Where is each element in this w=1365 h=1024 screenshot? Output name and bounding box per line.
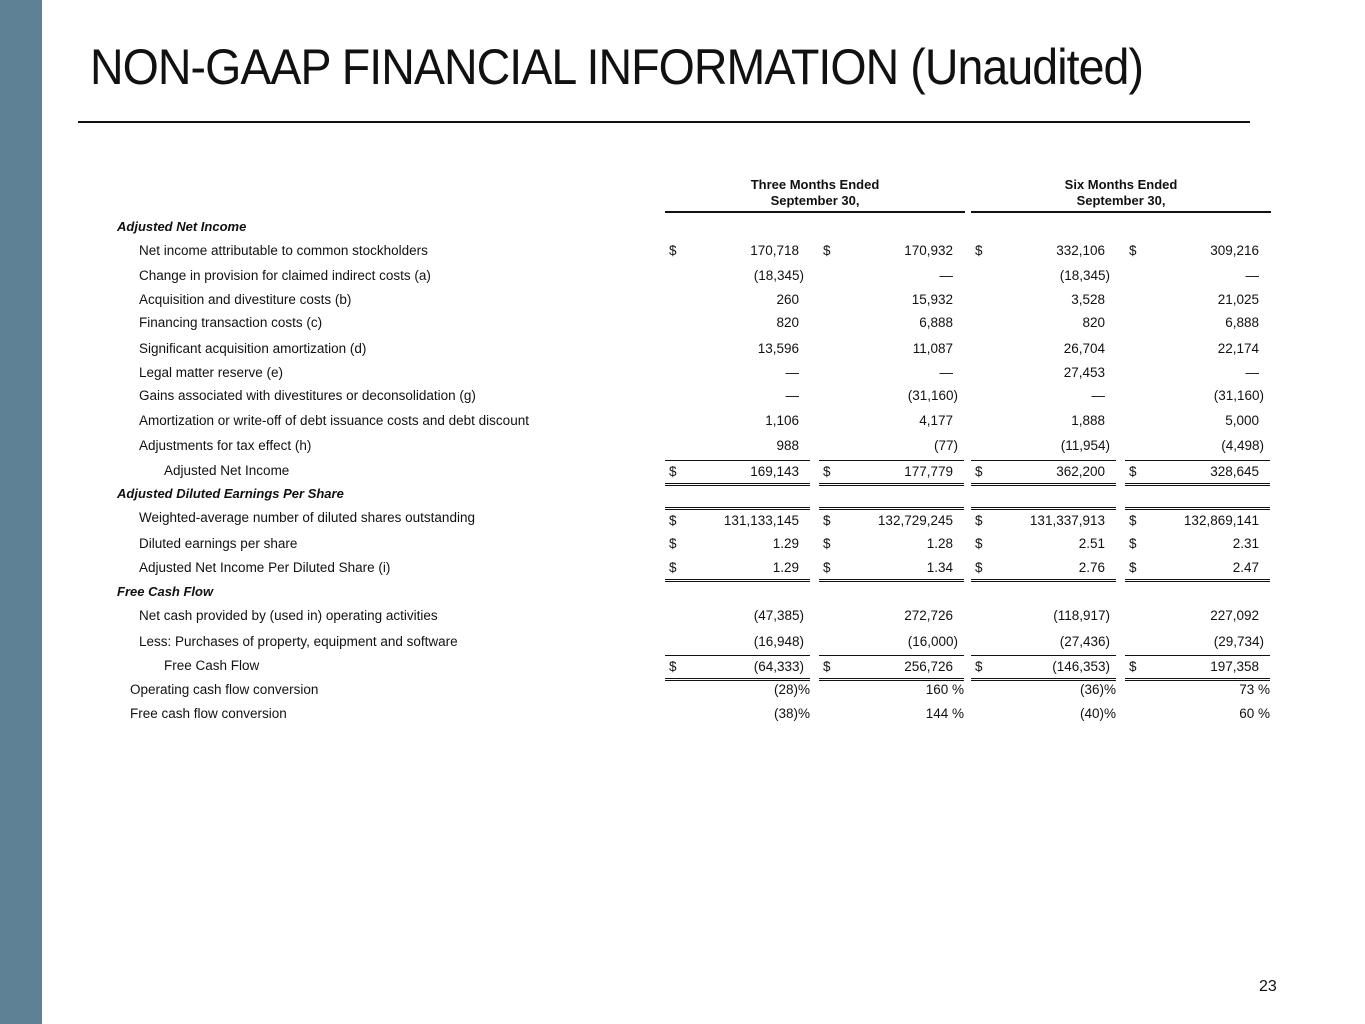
cell-value: 177,779: [904, 464, 953, 479]
value-cell: [971, 507, 1116, 532]
value-cell: [819, 435, 964, 457]
row-label: Net income attributable to common stockholders: [139, 243, 428, 258]
column-header-rule: [971, 211, 1271, 213]
value-cell: [819, 533, 964, 555]
currency-symbol: $: [669, 536, 677, 551]
value-cell: [819, 312, 964, 334]
value-cell: [819, 362, 964, 384]
value-cell: [1125, 410, 1270, 432]
value-cell: [665, 605, 810, 627]
value-cell: [1125, 605, 1270, 627]
value-cell: [819, 338, 964, 360]
column-group-label: Six Months Ended: [1064, 177, 1178, 192]
table-row: [0, 631, 1365, 653]
currency-symbol: $: [669, 243, 677, 258]
table-row: [0, 507, 1365, 529]
value-cell: [819, 703, 964, 725]
currency-symbol: $: [975, 560, 983, 575]
value-cell: [971, 679, 1116, 701]
cell-value: —: [1245, 268, 1259, 283]
value-cell: [819, 507, 964, 532]
value-cell: [819, 631, 964, 653]
cell-value: 131,133,145: [723, 513, 799, 528]
cell-value: (31,160): [1213, 388, 1264, 403]
value-cell: [1125, 312, 1270, 334]
cell-value: (29,734): [1213, 634, 1264, 649]
cell-value: 2.76: [1078, 560, 1105, 575]
currency-symbol: $: [1129, 560, 1137, 575]
value-cell: [1125, 533, 1270, 555]
cell-value: (36)%: [1079, 682, 1116, 697]
value-cell: [665, 533, 810, 555]
value-cell: [971, 385, 1116, 407]
cell-value: 6,888: [1225, 315, 1259, 330]
cell-value: (18,345): [753, 268, 804, 283]
row-label: Legal matter reserve (e): [139, 365, 284, 380]
currency-symbol: $: [975, 464, 983, 479]
cell-value: 3,528: [1071, 292, 1105, 307]
value-cell: [1125, 338, 1270, 360]
currency-symbol: $: [669, 464, 677, 479]
cell-value: (16,000): [907, 634, 958, 649]
cell-value: (40)%: [1079, 706, 1116, 721]
value-cell: [665, 435, 810, 457]
title-divider: [78, 121, 1250, 123]
table-row: [0, 655, 1365, 677]
cell-value: 1.29: [772, 560, 799, 575]
value-cell: [665, 460, 810, 486]
cell-value: (27,436): [1059, 634, 1110, 649]
cell-value: 144 %: [925, 706, 964, 721]
value-cell: [819, 679, 964, 701]
value-cell: [1125, 679, 1270, 701]
row-label: Amortization or write-off of debt issuance costs and debt discount: [139, 413, 529, 428]
cell-value: (28)%: [773, 682, 810, 697]
cell-value: 309,216: [1210, 243, 1259, 258]
value-cell: [971, 460, 1116, 486]
value-cell: [971, 631, 1116, 653]
value-cell: [1125, 655, 1270, 681]
currency-symbol: $: [1129, 659, 1137, 674]
cell-value: 27,453: [1063, 365, 1105, 380]
currency-symbol: $: [1129, 513, 1137, 528]
table-row: [0, 679, 1365, 701]
table-row: [0, 240, 1365, 262]
column-group-sublabel: September 30,: [770, 193, 860, 208]
row-label: Change in provision for claimed indirect costs (a): [139, 268, 431, 283]
currency-symbol: $: [823, 464, 831, 479]
cell-value: (77): [933, 438, 958, 453]
table-row: [0, 385, 1365, 407]
currency-symbol: $: [975, 513, 983, 528]
value-cell: [665, 385, 810, 407]
cell-value: 26,704: [1063, 341, 1105, 356]
cell-value: (31,160): [907, 388, 958, 403]
cell-value: 15,932: [911, 292, 953, 307]
cell-value: 1.34: [926, 560, 953, 575]
value-cell: [1125, 362, 1270, 384]
currency-symbol: $: [823, 659, 831, 674]
row-label: Weighted-average number of diluted shares outstanding: [139, 510, 475, 525]
value-cell: [665, 410, 810, 432]
value-cell: [665, 557, 810, 582]
currency-symbol: $: [1129, 464, 1137, 479]
value-cell: [971, 338, 1116, 360]
value-cell: [665, 507, 810, 532]
row-label: Adjusted Net Income: [164, 463, 290, 478]
cell-value: 21,025: [1217, 292, 1259, 307]
currency-symbol: $: [1129, 536, 1137, 551]
value-cell: [971, 435, 1116, 457]
cell-value: —: [1091, 388, 1105, 403]
table-row: [0, 289, 1365, 311]
cell-value: 170,718: [750, 243, 799, 258]
currency-symbol: $: [975, 536, 983, 551]
cell-value: 22,174: [1217, 341, 1259, 356]
cell-value: 820: [776, 315, 799, 330]
value-cell: [819, 410, 964, 432]
cell-value: 13,596: [757, 341, 799, 356]
value-cell: [665, 338, 810, 360]
value-cell: [971, 240, 1116, 262]
value-cell: [971, 362, 1116, 384]
row-label: Gains associated with divestitures or deconsolidation (g): [139, 388, 476, 403]
cell-value: (47,385): [753, 608, 804, 623]
row-label: Adjusted Net Income Per Diluted Share (i): [139, 560, 391, 575]
cell-value: 2.31: [1232, 536, 1259, 551]
cell-value: (4,498): [1221, 438, 1264, 453]
cell-value: 170,932: [904, 243, 953, 258]
cell-value: 132,869,141: [1183, 513, 1259, 528]
cell-value: (146,353): [1052, 659, 1110, 674]
row-label: Free cash flow conversion: [130, 706, 287, 721]
currency-symbol: $: [669, 659, 677, 674]
table-row: [0, 338, 1365, 360]
table-row: [0, 312, 1365, 334]
table-row: [0, 703, 1365, 725]
page-title: NON-GAAP FINANCIAL INFORMATION (Unaudited): [90, 39, 1144, 95]
value-cell: [1125, 631, 1270, 653]
cell-value: 73 %: [1239, 682, 1270, 697]
value-cell: [819, 240, 964, 262]
column-group-three-months: [665, 177, 965, 209]
cell-value: 1,888: [1071, 413, 1105, 428]
table-row: [0, 265, 1365, 287]
value-cell: [819, 289, 964, 311]
currency-symbol: $: [823, 243, 831, 258]
value-cell: [665, 240, 810, 262]
value-cell: [1125, 265, 1270, 287]
cell-value: —: [785, 388, 799, 403]
value-cell: [1125, 435, 1270, 457]
column-group-six-months: [971, 177, 1271, 209]
page-number: 23: [1259, 978, 1277, 995]
cell-value: —: [785, 365, 799, 380]
cell-value: 11,087: [912, 341, 953, 356]
section-heading: Adjusted Diluted Earnings Per Share: [117, 486, 344, 501]
cell-value: 1.28: [926, 536, 953, 551]
value-cell: [665, 312, 810, 334]
value-cell: [971, 289, 1116, 311]
cell-value: 1,106: [765, 413, 799, 428]
value-cell: [819, 460, 964, 486]
value-cell: [819, 655, 964, 681]
currency-symbol: $: [823, 513, 831, 528]
value-cell: [971, 605, 1116, 627]
value-cell: [819, 385, 964, 407]
cell-value: 160 %: [925, 682, 964, 697]
cell-value: 988: [776, 438, 799, 453]
column-group-label: Three Months Ended: [750, 177, 880, 192]
table-row: [0, 460, 1365, 482]
value-cell: [665, 703, 810, 725]
value-cell: [971, 265, 1116, 287]
cell-value: (38)%: [773, 706, 810, 721]
cell-value: 227,092: [1210, 608, 1259, 623]
column-group-sublabel: September 30,: [1076, 193, 1166, 208]
section-row: [0, 581, 1365, 603]
cell-value: 272,726: [904, 608, 953, 623]
value-cell: [971, 703, 1116, 725]
cell-value: 132,729,245: [877, 513, 953, 528]
value-cell: [971, 533, 1116, 555]
table-row: [0, 410, 1365, 432]
cell-value: (16,948): [753, 634, 804, 649]
row-label: Acquisition and divestiture costs (b): [139, 292, 352, 307]
cell-value: 328,645: [1210, 464, 1259, 479]
cell-value: (18,345): [1059, 268, 1110, 283]
section-row: [0, 216, 1365, 238]
cell-value: (11,954): [1060, 438, 1110, 453]
cell-value: 6,888: [919, 315, 953, 330]
table-row: [0, 605, 1365, 627]
value-cell: [665, 265, 810, 287]
cell-value: 1.29: [772, 536, 799, 551]
currency-symbol: $: [669, 513, 677, 528]
row-label: Adjustments for tax effect (h): [139, 438, 312, 453]
currency-symbol: $: [975, 659, 983, 674]
value-cell: [971, 655, 1116, 681]
cell-value: 197,358: [1210, 659, 1259, 674]
row-label: Less: Purchases of property, equipment and software: [139, 634, 458, 649]
value-cell: [1125, 240, 1270, 262]
section-heading: Adjusted Net Income: [117, 219, 247, 234]
currency-symbol: $: [823, 560, 831, 575]
row-label: Significant acquisition amortization (d): [139, 341, 367, 356]
cell-value: (118,917): [1053, 608, 1110, 623]
currency-symbol: $: [1129, 243, 1137, 258]
value-cell: [665, 679, 810, 701]
value-cell: [1125, 703, 1270, 725]
cell-value: 131,337,913: [1029, 513, 1105, 528]
value-cell: [819, 557, 964, 582]
section-row: [0, 483, 1365, 505]
row-label: Net cash provided by (used in) operating activities: [139, 608, 438, 623]
value-cell: [665, 362, 810, 384]
value-cell: [971, 410, 1116, 432]
table-row: [0, 533, 1365, 555]
section-heading: Free Cash Flow: [117, 584, 214, 599]
value-cell: [1125, 507, 1270, 532]
value-cell: [971, 312, 1116, 334]
cell-value: 60 %: [1239, 706, 1270, 721]
currency-symbol: $: [975, 243, 983, 258]
row-label: Financing transaction costs (c): [139, 315, 323, 330]
cell-value: 256,726: [904, 659, 953, 674]
row-label: Operating cash flow conversion: [130, 682, 319, 697]
cell-value: 2.51: [1078, 536, 1105, 551]
value-cell: [1125, 460, 1270, 486]
cell-value: —: [939, 365, 953, 380]
value-cell: [1125, 557, 1270, 582]
cell-value: 260: [776, 292, 799, 307]
value-cell: [819, 605, 964, 627]
table-row: [0, 435, 1365, 457]
column-header-rule: [665, 211, 965, 213]
currency-symbol: $: [823, 536, 831, 551]
cell-value: (64,333): [753, 659, 804, 674]
cell-value: 5,000: [1225, 413, 1259, 428]
row-label: Free Cash Flow: [164, 658, 260, 673]
value-cell: [819, 265, 964, 287]
cell-value: 362,200: [1056, 464, 1105, 479]
value-cell: [971, 557, 1116, 582]
value-cell: [665, 655, 810, 681]
table-row: [0, 362, 1365, 384]
row-label: Diluted earnings per share: [139, 536, 298, 551]
cell-value: 169,143: [750, 464, 799, 479]
cell-value: 2.47: [1232, 560, 1259, 575]
value-cell: [1125, 385, 1270, 407]
cell-value: —: [939, 268, 953, 283]
value-cell: [665, 631, 810, 653]
currency-symbol: $: [669, 560, 677, 575]
value-cell: [665, 289, 810, 311]
cell-value: 820: [1082, 315, 1105, 330]
value-cell: [1125, 289, 1270, 311]
cell-value: 4,177: [919, 413, 953, 428]
cell-value: 332,106: [1056, 243, 1105, 258]
table-row: [0, 557, 1365, 579]
cell-value: —: [1245, 365, 1259, 380]
